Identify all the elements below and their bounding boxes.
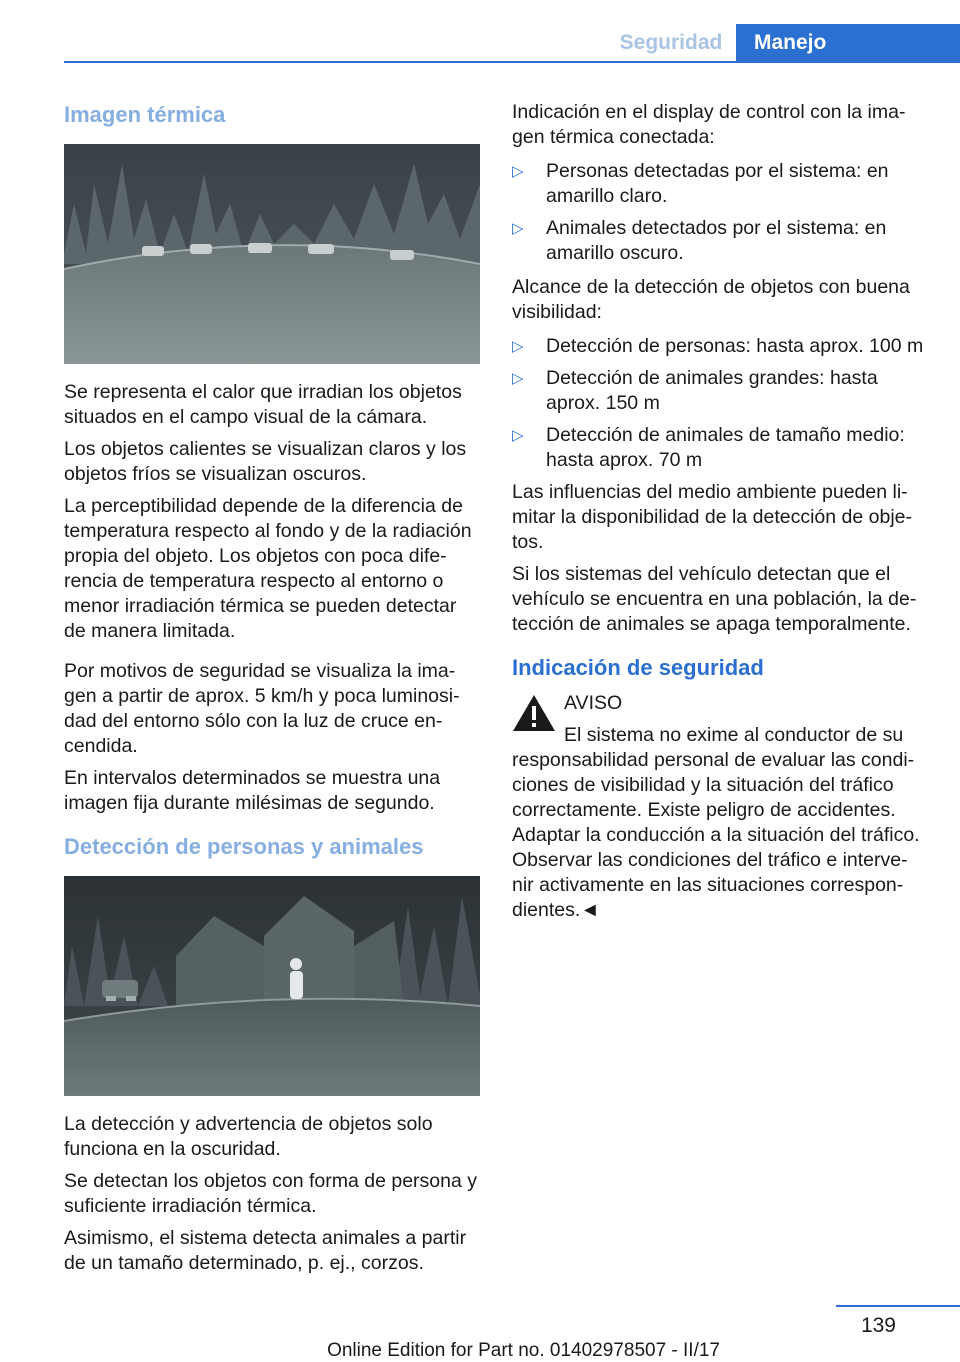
tab-seguridad[interactable]: Seguridad — [619, 31, 723, 54]
paragraph: Las influencias del medio ambiente pueden li‐ mitar la disponibilidad de la detección de obje‐ tos. — [512, 481, 912, 553]
paragraph: Alcance de la detección de objetos con buena visibilidad: — [512, 276, 910, 323]
paragraph: Se representa el calor que irradian los objetos situados en el campo visual de la cámara. — [64, 381, 462, 428]
page-header — [0, 0, 960, 64]
warning-title: AVISO — [564, 692, 623, 714]
triangle-right-icon: ▷ — [512, 370, 524, 387]
heading-indicacion-seguridad: Indicación de seguridad — [512, 655, 764, 680]
paragraph: La detección y advertencia de objetos solo funciona en la oscuridad. — [64, 1113, 433, 1160]
right-column — [512, 100, 932, 930]
warning-block — [512, 691, 932, 923]
list-item: ▷ Animales detectados por el sistema: en amarillo oscuro. — [512, 217, 887, 264]
edition-note: Online Edition for Part no. 01402978507 - II/17 — [327, 1340, 720, 1361]
thermal-landscape-illustration — [64, 144, 480, 364]
header-divider — [64, 61, 960, 63]
list-item: ▷ Detección de personas: hasta aprox. 100 m — [512, 335, 924, 357]
heading-imagen-termica: Imagen térmica — [64, 102, 226, 127]
warning-text: El sistema no exime al conductor de su responsabilidad personal de evaluar las condi‐ ciones de visibilidad y la situación del tráfico correctamente. Existe peligro de accidentes. Adaptar la conducción a la situación del tráfico. Observar las condiciones del tráfico e interve‐ nir activamente en las situaciones correspon‐ dientes.◄ — [512, 724, 920, 921]
paragraph: Por motivos de seguridad se visualiza la ima‐ gen a partir de aprox. 5 km/h y poca luminosi‐ dad del entorno sólo con la luz de cruce en‐ cendida. — [64, 660, 460, 757]
paragraph: En intervalos determinados se muestra una imagen fija durante milésimas de segundo. — [64, 767, 441, 814]
paragraph: Asimismo, el sistema detecta animales a partir de un tamaño determinado, p. ej., corzos. — [64, 1227, 467, 1274]
detection-image-figure — [64, 876, 480, 1096]
detection-range-list — [512, 334, 932, 473]
paragraph: Los objetos calientes se visualizan claros y los objetos fríos se visualizan oscuros. — [64, 438, 467, 485]
display-indication-list — [512, 159, 932, 266]
list-item: ▷ Personas detectadas por el sistema: en amarillo claro. — [512, 160, 889, 207]
thermal-image-figure — [64, 144, 480, 364]
paragraph: Si los sistemas del vehículo detectan que el vehículo se encuentra en una población, la de‐ tección de animales se apaga temporalmente. — [512, 563, 917, 635]
heading-deteccion: Detección de personas y animales — [64, 834, 424, 859]
list-item: ▷ Detección de animales grandes: hasta aprox. 150 m — [512, 367, 878, 414]
triangle-right-icon: ▷ — [512, 338, 524, 355]
left-column — [64, 100, 482, 1283]
warning-triangle-icon — [512, 693, 556, 733]
footer-divider — [836, 1305, 960, 1307]
triangle-right-icon: ▷ — [512, 163, 524, 180]
night-street-illustration — [64, 876, 480, 1096]
page-number: 139 — [860, 1314, 896, 1337]
paragraph: La perceptibilidad depende de la diferencia de temperatura respecto al fondo y de la radiación propia del objeto. Los objetos con poca dife‐ rencia de temperatura respecto al entorno o menor irradiación térmica se pueden detectar de manera limitada. — [64, 495, 472, 642]
triangle-right-icon: ▷ — [512, 427, 524, 444]
tab-manejo[interactable]: Manejo — [736, 24, 960, 62]
list-item: ▷ Detección de animales de tamaño medio: hasta aprox. 70 m — [512, 424, 905, 471]
paragraph: Indicación en el display de control con la ima‐ gen térmica conectada: — [512, 101, 906, 148]
triangle-right-icon: ▷ — [512, 220, 524, 237]
paragraph: Se detectan los objetos con forma de persona y suficiente irradiación térmica. — [64, 1170, 478, 1217]
